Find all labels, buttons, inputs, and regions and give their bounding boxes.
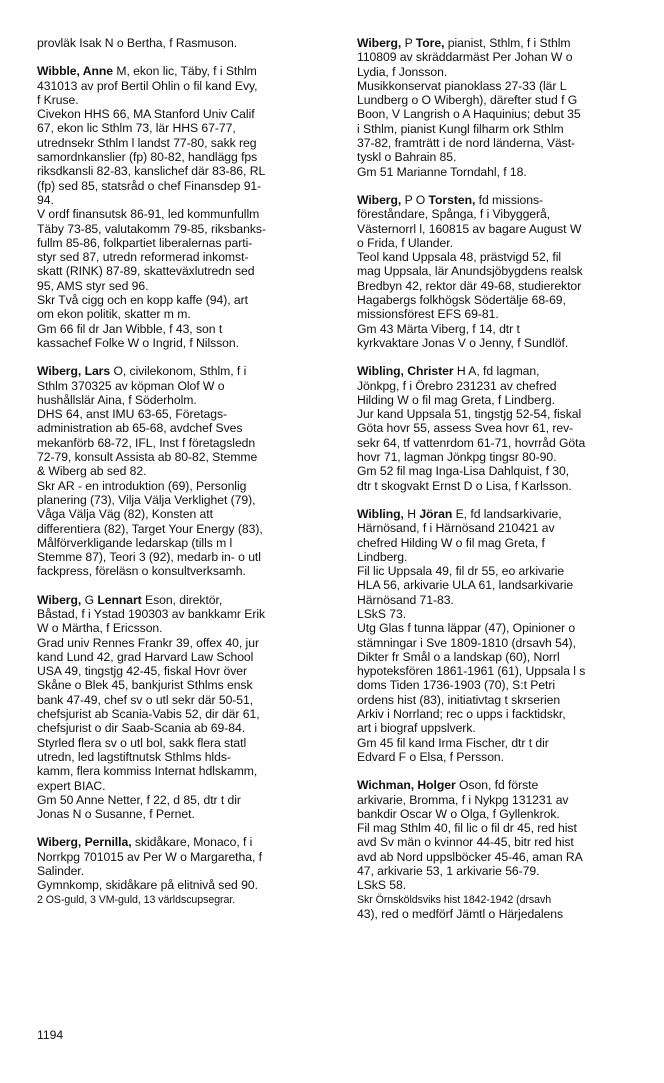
text-line <box>37 322 330 336</box>
text-line <box>357 464 650 478</box>
text-line <box>357 564 650 578</box>
text-segment: fd missions- <box>475 192 544 207</box>
text-segment: hushållslär Aina, f Söderholm. <box>37 392 197 407</box>
text-segment: kassachef Folke W o Ingrid, f Nilsson. <box>37 335 239 350</box>
text-line <box>37 236 330 250</box>
text-line <box>37 550 330 564</box>
text-line <box>357 835 650 849</box>
text-line <box>357 607 650 621</box>
text-segment: Lydia, f Jonsson. <box>357 64 448 79</box>
text-line <box>37 707 330 721</box>
text-segment: 72-79, konsult Assista ab 80-82, Stemme <box>37 450 258 465</box>
text-line <box>357 893 650 907</box>
text-line <box>357 293 650 307</box>
text-segment: HLA 56, arkivarie ULA 61, landsarkivarie <box>357 578 574 593</box>
text-line <box>357 650 650 664</box>
text-segment: bankdir Oscar W o Olga, f Gyllenkrok. <box>357 806 560 821</box>
text-segment: Bredbyn 42, rektor där 49-68, studierektor <box>357 278 582 293</box>
text-line <box>357 536 650 550</box>
text-line <box>37 407 330 421</box>
entry-name: Torsten, <box>428 192 476 207</box>
text-segment: 43), red o medförf Jämtl o Härjedalens <box>357 906 564 921</box>
text-line <box>357 521 650 535</box>
text-line <box>37 607 330 621</box>
text-segment: provläk Isak N o Bertha, f Rasmuson. <box>37 36 238 50</box>
text-line <box>357 107 650 121</box>
text-line <box>37 222 330 236</box>
text-segment: Västernorrl l, 160815 av bagare August W <box>357 221 582 236</box>
text-line <box>357 850 650 864</box>
text-segment: Fil mag Sthlm 40, fil lic o fil dr 45, red hist <box>357 821 577 836</box>
text-segment: Hagabergs folkhögsk Södertälje 68-69, <box>357 293 566 308</box>
text-segment: Edvard F o Elsa, f Persson. <box>357 749 504 764</box>
text-segment: Målförverkligande ledarskap (tills m l <box>37 535 233 550</box>
text-segment: Gm 52 fil mag Inga-Lisa Dahlquist, f 30, <box>357 464 570 479</box>
text-segment: (fp) sed 85, statsråd o chef Finansdep 91- <box>37 178 262 193</box>
text-segment: Jur kand Uppsala 51, tingstjg 52-54, fiskal <box>357 407 582 422</box>
text-line <box>357 336 650 350</box>
text-segment: chefsjurist ab Scania-Vabis 52, dir där 61, <box>37 707 260 722</box>
entry-name: Wiberg, Lars <box>37 364 111 379</box>
entry-gap <box>37 821 330 835</box>
entry-name: Wiberg, <box>357 192 402 207</box>
text-line <box>37 522 330 536</box>
entry-name: Wibble, Anne <box>37 64 114 79</box>
text-segment: dtr t skogvakt Ernst D o Lisa, f Karlsson. <box>357 478 572 493</box>
text-segment: Jonas N o Susanne, f Pernet. <box>37 807 195 822</box>
text-line <box>357 864 650 878</box>
text-segment: 95, AMS styr sed 96. <box>37 278 149 293</box>
entry-gap <box>357 493 650 507</box>
text-line <box>37 621 330 635</box>
text-line <box>37 864 330 878</box>
biography-entry <box>37 593 330 822</box>
text-line <box>357 636 650 650</box>
text-line <box>37 779 330 793</box>
text-segment: Våga Välja Väg (82), Konsten att <box>37 507 213 522</box>
text-segment: missionsförest EFS 69-81. <box>357 307 499 322</box>
text-segment: chefred Hilding W o fil mag Greta, f <box>357 535 545 550</box>
text-line <box>37 464 330 478</box>
entry-name: Lennart <box>97 592 142 607</box>
text-line <box>357 222 650 236</box>
entry-gap <box>37 350 330 364</box>
biography-entry <box>37 36 330 50</box>
text-segment: Utg Glas f tunna läppar (47), Opinioner o <box>357 621 576 636</box>
text-segment: Jönkpg, f i Örebro 231231 av chefred <box>357 378 557 393</box>
text-segment: Eson, direktör, <box>141 592 223 607</box>
text-line <box>37 807 330 821</box>
text-line <box>357 322 650 336</box>
text-segment: planering (73), Vilja Välja Verklighet (79), <box>37 492 256 507</box>
text-segment: Styrled flera sv o utl bol, sakk flera statl <box>37 735 247 750</box>
right-column <box>357 36 650 921</box>
text-line <box>37 293 330 307</box>
text-segment: 47, arkivarie 53, 1 arkivarie 56-79. <box>357 864 540 879</box>
text-line <box>357 36 650 50</box>
text-segment: USA 49, tingstjg 42-45, fiskal Hovr över <box>37 664 248 679</box>
text-segment: hovr 71, lagman Jönkpg tingsr 80-90. <box>357 450 557 465</box>
text-segment: fackpress, föreläsn o konsultverksamh. <box>37 564 246 579</box>
entry-name: Wiberg, <box>37 592 82 607</box>
text-line <box>37 493 330 507</box>
text-line <box>357 736 650 750</box>
biography-entry <box>37 64 330 350</box>
text-segment: utrednsekr Sthlm l landst 77-80, sakk reg <box>37 135 257 150</box>
text-segment: LSkS 73. <box>357 606 407 621</box>
text-segment: o Frida, f Ulander. <box>357 235 453 250</box>
text-line <box>37 136 330 150</box>
text-segment: fullm 85-86, folkpartiet liberalernas parti- <box>37 235 253 250</box>
text-line <box>37 164 330 178</box>
text-segment: G <box>81 592 98 607</box>
text-segment: V ordf finansutsk 86-91, led kommunfullm <box>37 207 260 222</box>
text-segment: pianist, Sthlm, f i Sthlm <box>444 36 571 50</box>
text-line <box>357 750 650 764</box>
text-segment: expert BIAC. <box>37 778 106 793</box>
text-line <box>37 193 330 207</box>
text-line <box>357 593 650 607</box>
text-line <box>357 364 650 378</box>
text-line <box>357 778 650 792</box>
text-line <box>37 107 330 121</box>
text-segment: arkivarie, Bromma, f i Nykpg 131231 av <box>357 792 569 807</box>
text-line <box>357 250 650 264</box>
entry-name: Wichman, Holger <box>357 778 456 793</box>
text-line <box>357 165 650 179</box>
text-line <box>357 93 650 107</box>
text-line <box>357 50 650 64</box>
text-segment: Arkiv i Norrland; rec o upps i facktidskr, <box>357 707 566 722</box>
text-segment: 2 OS-guld, 3 VM-guld, 13 världscupsegrar. <box>37 893 236 906</box>
text-segment: H A, fd lagman, <box>453 364 540 379</box>
text-segment: Skåne o Blek 45, bankjurist Sthlms ensk <box>37 678 253 693</box>
text-line <box>37 650 330 664</box>
text-line <box>357 150 650 164</box>
text-segment: avd Sv män o kvinnor 44-45, bitr red hist <box>357 835 574 850</box>
text-segment: M, ekon lic, Täby, f i Sthlm <box>113 64 257 79</box>
text-segment: bank 47-49, chef sv o utl sekr där 50-51, <box>37 692 254 707</box>
text-line <box>37 93 330 107</box>
text-segment: Skr AR - en introduktion (69), Personlig <box>37 478 247 493</box>
text-segment: sekr 64, tf vattenrdom 61-71, hovrråd Göta <box>357 435 586 450</box>
text-segment: Lindberg. <box>357 549 408 564</box>
text-segment: Gm 51 Marianne Torndahl, f 18. <box>357 164 527 179</box>
text-line <box>37 336 330 350</box>
text-line <box>37 507 330 521</box>
text-segment: doms Tiden 1736-1903 (70), S:t Petri <box>357 678 556 693</box>
text-line <box>37 479 330 493</box>
text-line <box>357 707 650 721</box>
text-segment: Gm 43 Märta Viberg, f 14, dtr t <box>357 321 520 336</box>
text-segment: hypoteksfören 1861-1961 (61), Uppsala l s <box>357 664 586 679</box>
text-line <box>37 64 330 78</box>
text-line <box>37 264 330 278</box>
text-segment: chefsjurist o dir Saab-Scania ab 69-84. <box>37 721 246 736</box>
text-segment: LSkS 58. <box>357 878 407 893</box>
entry-name: Wibling, Christer <box>357 364 454 379</box>
text-line <box>37 593 330 607</box>
text-line <box>37 79 330 93</box>
text-segment: föreståndare, Spånga, f i Vibyggerå, <box>357 207 551 222</box>
text-line <box>357 721 650 735</box>
text-segment: Norrkpg 701015 av Per W o Margaretha, f <box>37 849 262 864</box>
text-line <box>357 279 650 293</box>
text-line <box>37 750 330 764</box>
biography-entry <box>357 778 650 921</box>
text-segment: Civekon HHS 66, MA Stanford Univ Calif <box>37 107 255 122</box>
text-line <box>37 878 330 892</box>
text-line <box>357 264 650 278</box>
entry-gap <box>357 764 650 778</box>
text-segment: Musikkonservat pianoklass 27-33 (lär L <box>357 78 567 93</box>
text-line <box>37 736 330 750</box>
text-segment: skatt (RINK) 87-89, skatteväxlutredn sed <box>37 264 255 279</box>
text-segment: P O <box>401 192 429 207</box>
text-line <box>37 536 330 550</box>
text-segment: Fil lic Uppsala 49, fil dr 55, eo arkivarie <box>357 564 565 579</box>
text-line <box>357 407 650 421</box>
biography-entry <box>37 835 330 906</box>
text-line <box>37 379 330 393</box>
text-segment: DHS 64, anst IMU 63-65, Företags- <box>37 407 228 422</box>
text-segment: Salinder. <box>37 864 84 879</box>
text-segment: Göta hovr 55, assess Svea hovr 61, rev- <box>357 421 574 436</box>
text-line <box>357 878 650 892</box>
text-line <box>37 36 330 50</box>
entry-name: Jöran <box>419 506 453 521</box>
text-segment: Täby 73-85, valutakomm 79-85, riksbanks- <box>37 221 266 236</box>
text-segment: Gymnkomp, skidåkare på elitnivå sed 90. <box>37 878 258 893</box>
text-segment: & Wiberg ab sed 82. <box>37 464 147 479</box>
text-segment: H <box>403 506 420 521</box>
text-segment: E, fd landsarkivarie, <box>452 506 562 521</box>
entry-name: Wibling, <box>357 506 404 521</box>
text-line <box>37 279 330 293</box>
text-segment: riksdkansli 82-83, kanslichef där 83-86, RL <box>37 164 266 179</box>
text-segment: Dikter fr Smål o a landskap (60), Norrl <box>357 649 560 664</box>
text-line <box>357 693 650 707</box>
text-line <box>37 693 330 707</box>
text-line <box>37 179 330 193</box>
page-number: 1194 <box>37 1028 64 1042</box>
text-line <box>37 364 330 378</box>
text-line <box>357 421 650 435</box>
text-line <box>37 436 330 450</box>
text-line <box>37 636 330 650</box>
text-line <box>37 564 330 578</box>
text-segment: Oson, fd förste <box>455 778 539 793</box>
text-segment: W o Märtha, f Ericsson. <box>37 621 163 636</box>
text-segment: mag Uppsala, lär Anundsjöbygdens realsk <box>357 264 583 279</box>
text-line <box>357 821 650 835</box>
entry-gap <box>37 579 330 593</box>
text-line <box>37 664 330 678</box>
text-line <box>357 578 650 592</box>
text-segment: O, civilekonom, Sthlm, f i <box>110 364 247 379</box>
text-line <box>357 450 650 464</box>
entry-gap <box>357 350 650 364</box>
text-line <box>357 621 650 635</box>
text-line <box>357 807 650 821</box>
text-segment: utredn, led lagstiftnutsk Sthlms hlds- <box>37 749 231 764</box>
biography-entry <box>357 364 650 493</box>
text-line <box>357 307 650 321</box>
text-segment: ordens hist (83), initiativtag t skrserien <box>357 692 561 707</box>
text-line <box>357 236 650 250</box>
text-line <box>37 835 330 849</box>
text-line <box>357 550 650 564</box>
text-segment: P <box>401 36 416 50</box>
biography-entry <box>357 507 650 764</box>
text-line <box>357 436 650 450</box>
text-segment: mekanförb 68-72, IFL, Inst f företagsledn <box>37 435 256 450</box>
text-segment: kyrkvaktare Jonas V o Jenny, f Sundlöf. <box>357 335 569 350</box>
text-segment: Boon, V Langrish o A Haquinius; debut 35 <box>357 107 581 122</box>
text-segment: Stemme 87), Teori 3 (92), medarb in- o utl <box>37 550 261 565</box>
text-line <box>37 678 330 692</box>
text-line <box>37 850 330 864</box>
text-line <box>37 250 330 264</box>
text-line <box>357 65 650 79</box>
text-line <box>37 121 330 135</box>
text-line <box>357 793 650 807</box>
text-segment: art i biograf uppslverk. <box>357 721 476 736</box>
biography-entry <box>37 364 330 578</box>
text-line <box>37 764 330 778</box>
text-line <box>357 393 650 407</box>
text-line <box>357 207 650 221</box>
text-segment: Gm 50 Anne Netter, f 22, d 85, dtr t dir <box>37 792 241 807</box>
text-line <box>37 307 330 321</box>
text-segment: Sthlm 370325 av köpman Olof W o <box>37 378 225 393</box>
text-segment: 37-82, framträtt i de nord länderna, Väst- <box>357 136 576 151</box>
text-segment: samordnkanslier (fp) 80-82, handlägg fps <box>37 150 258 165</box>
text-line <box>357 678 650 692</box>
text-line <box>357 664 650 678</box>
text-line <box>357 907 650 921</box>
text-segment: Teol kand Uppsala 48, prästvigd 52, fil <box>357 250 562 265</box>
text-segment: styr sed 87, utredn reformerad inkomst- <box>37 250 249 265</box>
text-segment: 110809 av skräddarmäst Per Johan W o <box>357 50 573 65</box>
text-segment: skidåkare, Monaco, f i <box>131 835 253 850</box>
left-column <box>37 36 330 907</box>
text-segment: administration ab 65-68, avdchef Sves <box>37 421 243 436</box>
text-segment: Båstad, f i Ystad 190303 av bankkamr Erik <box>37 606 266 621</box>
text-line <box>357 136 650 150</box>
text-segment: f Kruse. <box>37 92 79 107</box>
text-segment: kand Lund 42, grad Harvard Law School <box>37 649 254 664</box>
text-segment: kamm, flera kommiss Internat hdlskamm, <box>37 764 258 779</box>
text-segment: differentiera (82), Target Your Energy (83), <box>37 521 263 536</box>
text-segment: Skr Örnsköldsviks hist 1842-1942 (drsavh <box>357 893 552 906</box>
text-line <box>37 150 330 164</box>
text-line <box>357 122 650 136</box>
text-segment: Hilding W o fil mag Greta, f Lindberg. <box>357 392 555 407</box>
text-segment: 431013 av prof Bertil Ohlin o fil kand Evy, <box>37 78 258 93</box>
text-segment: Grad univ Rennes Frankr 39, offex 40, jur <box>37 635 259 650</box>
biography-entry <box>357 193 650 350</box>
text-segment: i Sthlm, pianist Kungl filharm ork Sthlm <box>357 121 564 136</box>
text-segment: stämningar i Sve 1809-1810 (drsavh 54), <box>357 635 576 650</box>
text-segment: Skr Två cigg och en kopp kaffe (94), art <box>37 293 248 308</box>
entry-name: Wiberg, Pernilla, <box>37 835 132 850</box>
text-line <box>357 507 650 521</box>
text-line <box>357 479 650 493</box>
text-segment: Härnösand 71-83. <box>357 592 454 607</box>
entry-name: Wiberg, <box>357 36 402 50</box>
text-segment: avd ab Nord uppslböcker 45-46, aman RA <box>357 849 583 864</box>
text-line <box>37 721 330 735</box>
entry-name: Tore, <box>415 36 445 50</box>
text-segment: Gm 66 fil dr Jan Wibble, f 43, son t <box>37 321 223 336</box>
entry-gap <box>357 179 650 193</box>
text-segment: 67, ekon lic Sthlm 73, lär HHS 67-77, <box>37 121 236 136</box>
biography-entry <box>357 36 650 179</box>
text-line <box>37 393 330 407</box>
text-line <box>37 893 330 907</box>
entry-gap <box>37 50 330 64</box>
text-segment: om ekon politik, skatter m m. <box>37 307 191 322</box>
text-line <box>37 421 330 435</box>
text-segment: Härnösand, f i Härnösand 210421 av <box>357 521 555 536</box>
text-line <box>37 793 330 807</box>
text-line <box>357 379 650 393</box>
text-segment: Gm 45 fil kand Irma Fischer, dtr t dir <box>357 735 549 750</box>
text-line <box>37 450 330 464</box>
text-segment: Lundberg o O Wibergh), därefter stud f G <box>357 93 578 108</box>
text-line <box>357 79 650 93</box>
text-line <box>37 207 330 221</box>
text-segment: tyskl o Bahrain 85. <box>357 150 457 165</box>
text-line <box>357 193 650 207</box>
text-segment: 94. <box>37 192 54 207</box>
